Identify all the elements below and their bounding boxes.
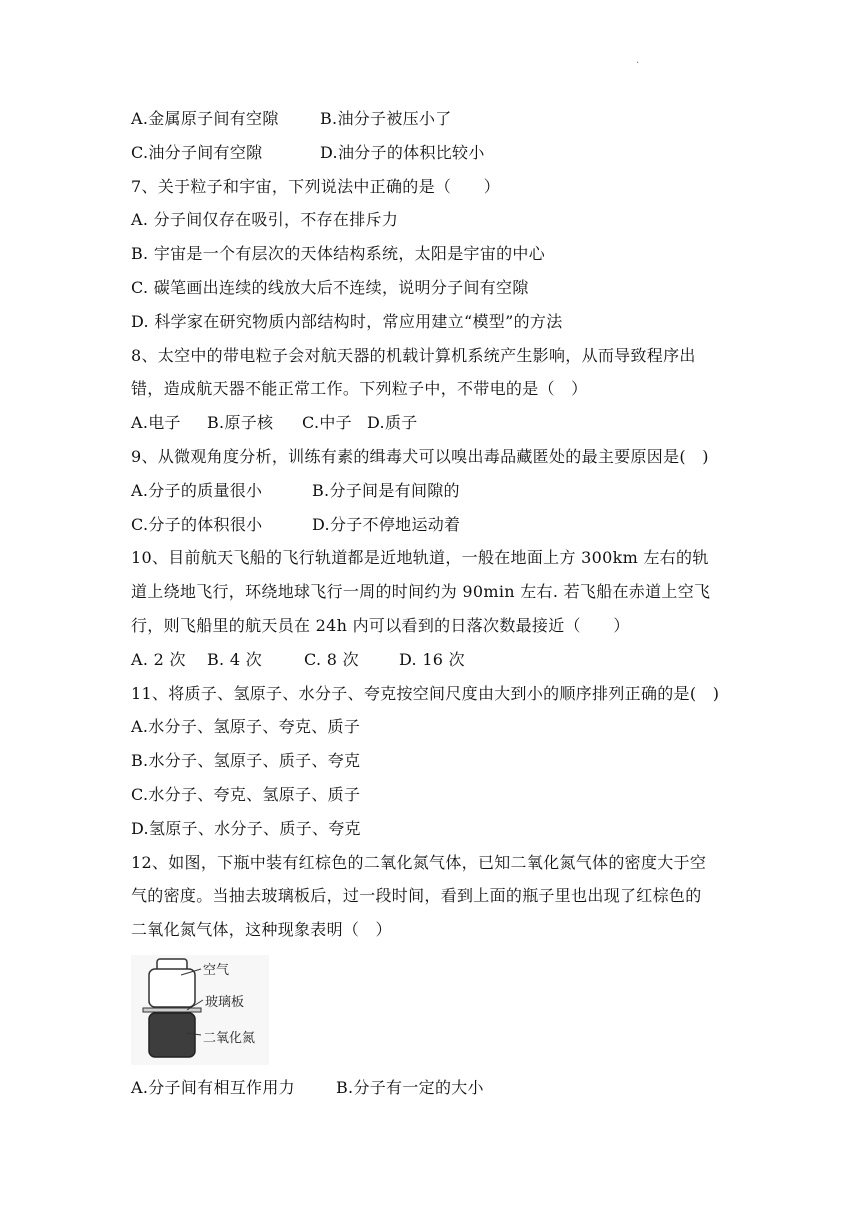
q8-options xyxy=(131,406,731,440)
q10-stem-line2: 道上绕地飞行，环绕地球飞行一周的时间约为 90min 左右. 若飞船在赤道上空飞 xyxy=(131,582,711,602)
q11-option-b: B.水分子、氢原子、质子、夸克 xyxy=(131,751,361,771)
q6-option-a: A.金属原子间有空隙 xyxy=(131,109,279,128)
q12-stem-line3: 二氧化氮气体，这种现象表明（ ） xyxy=(131,920,392,940)
q10-option-d: D. 16 次 xyxy=(399,649,465,669)
q8-option-c: C.中子 xyxy=(302,413,352,433)
q8-option-a: A.电子 xyxy=(131,413,181,433)
q8-option-b: B.原子核 xyxy=(207,413,274,433)
corner-mark: · xyxy=(636,58,640,69)
q12-option-b: B.分子有一定的大小 xyxy=(336,1077,484,1097)
upper-bottle-body xyxy=(149,969,195,1007)
q7-option-d: D. 科学家在研究物质内部结构时，常应用建立“模型”的方法 xyxy=(131,311,563,331)
q7-option-b: B. 宇宙是一个有层次的天体结构系统，太阳是宇宙的中心 xyxy=(131,244,546,264)
q10-stem-line3: 行，则飞船里的航天员在 24h 内可以看到的日落次数最接近（ ） xyxy=(131,615,630,635)
q11-option-d: D.氢原子、水分子、质子、夸克 xyxy=(131,818,361,838)
glass-plate xyxy=(143,1008,201,1012)
q6-option-b: B.油分子被压小了 xyxy=(320,109,452,128)
q8-stem-line1: 8、太空中的带电粒子会对航天器的机载计算机系统产生影响，从而导致程序出 xyxy=(131,345,696,365)
q9-options-row1 xyxy=(131,474,731,508)
q8-stem-line2: 错，造成航天器不能正常工作。下列粒子中，不带电的是（ ） xyxy=(131,379,588,399)
bottles-drawing xyxy=(131,955,269,1065)
q12-option-a: A.分子间有相互作用力 xyxy=(131,1077,295,1097)
q9-option-d: D.分子不停地运动着 xyxy=(312,514,461,534)
question-list xyxy=(131,102,731,1105)
q9-option-c: C.分子的体积很小 xyxy=(131,514,263,534)
q12-options-row1 xyxy=(131,1071,731,1105)
q11-stem: 11、将质子、氢原子、水分子、夸克按空间尺度由大到小的顺序排列正确的是( ) xyxy=(131,683,720,703)
q10-stem-line1: 10、目前航天飞船的飞行轨道都是近地轨道，一般在地面上方 300km 左右的轨 xyxy=(131,548,709,568)
q10-options xyxy=(131,643,731,677)
q8-option-d: D.质子 xyxy=(367,413,418,433)
q9-option-b: B.分子间是有间隙的 xyxy=(312,480,460,500)
q9-options-row2 xyxy=(131,508,731,542)
q12-stem-line1: 12、如图，下瓶中装有红棕色的二氧化氮气体，已知二氧化氮气体的密度大于空 xyxy=(131,852,707,872)
label-glass-plate: 玻璃板 xyxy=(205,994,245,1010)
diffusion-bottles-figure xyxy=(131,955,269,1065)
q9-option-a: A.分子的质量很小 xyxy=(131,480,263,500)
q7-option-a: A. 分子间仅存在吸引，不存在排斥力 xyxy=(131,210,399,230)
q6-option-d: D.油分子的体积比较小 xyxy=(320,142,485,162)
q7-option-c: C. 碳笔画出连续的线放大后不连续，说明分子间有空隙 xyxy=(131,277,529,297)
q11-option-c: C.水分子、夸克、氢原子、质子 xyxy=(131,784,361,804)
q10-option-b: B. 4 次 xyxy=(207,649,262,669)
q12-stem-line2: 气的密度。当抽去玻璃板后，过一段时间，看到上面的瓶子里也出现了红棕色的 xyxy=(131,886,702,906)
q10-option-a: A. 2 次 xyxy=(131,649,186,669)
q6-option-c: C.油分子间有空隙 xyxy=(131,142,263,162)
q11-option-a: A.水分子、氢原子、夸克、质子 xyxy=(131,717,361,737)
q7-stem: 7、关于粒子和宇宙，下列说法中正确的是（ ） xyxy=(131,176,501,196)
label-no2: 二氧化氮 xyxy=(203,1030,256,1046)
q6-options-row1 xyxy=(131,102,731,136)
q9-stem: 9、从微观角度分析，训练有素的缉毒犬可以嗅出毒品藏匿处的最主要原因是( ) xyxy=(131,446,709,466)
lower-bottle-body xyxy=(149,1013,195,1057)
q6-options-row2 xyxy=(131,136,731,170)
q10-option-c: C. 8 次 xyxy=(304,649,359,669)
label-air: 空气 xyxy=(203,962,230,978)
